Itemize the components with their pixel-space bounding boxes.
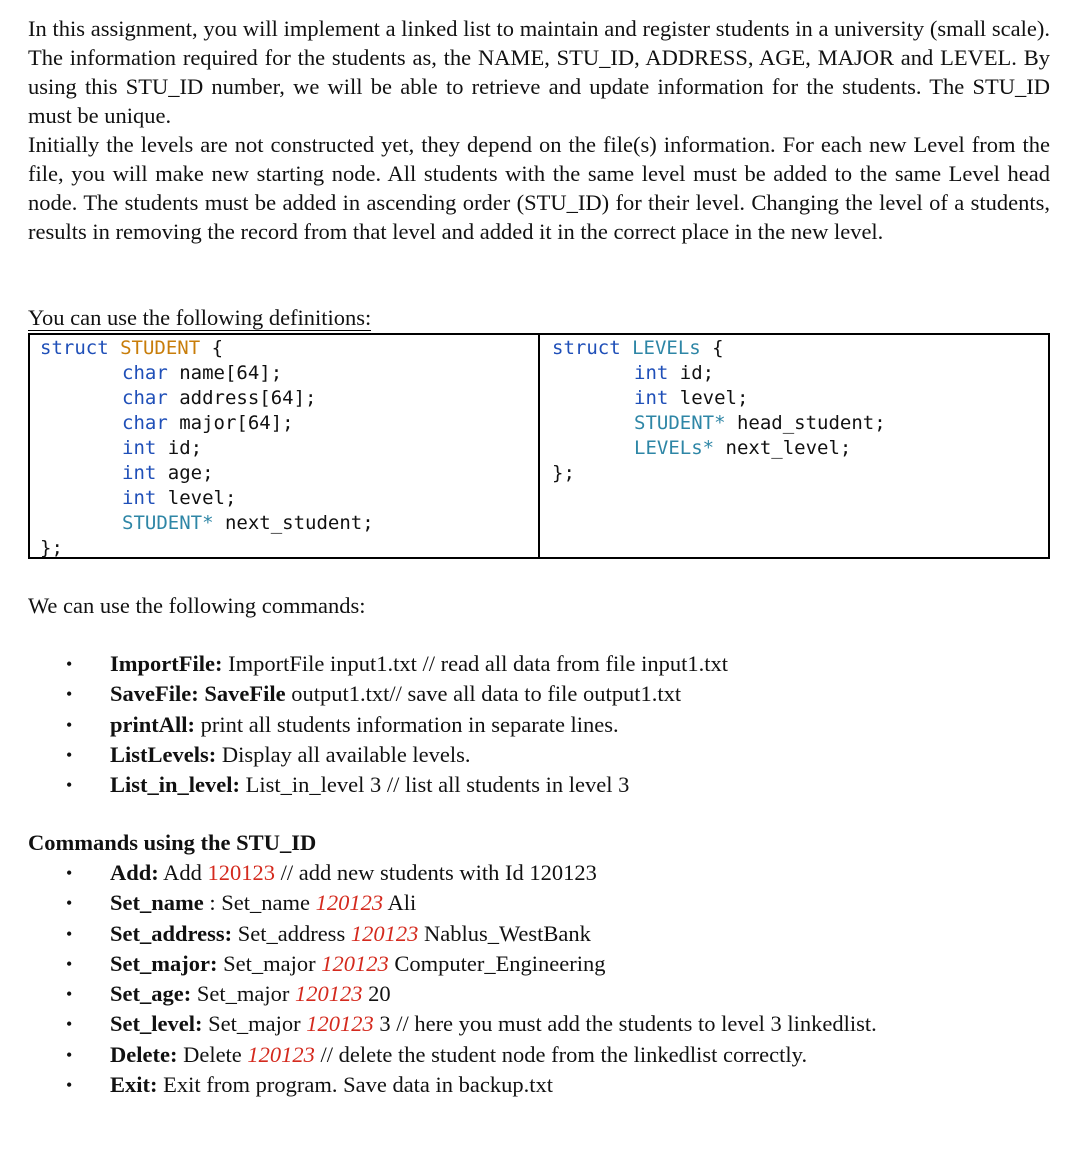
student-id: 120123 xyxy=(315,890,384,916)
command-text: : Set_name xyxy=(203,890,316,916)
bullet-icon: • xyxy=(66,984,73,1005)
command-label: Exit: xyxy=(110,1072,158,1098)
bullet-icon: • xyxy=(66,684,73,705)
intro-paragraph-1: In this assignment, you will implement a linked list to maintain and register students in a university (small scale). The information required for the students as, the NAME, STU_ID, ADDRESS, AGE, MAJOR and LEVEL. By using this STU_ID number, we will be able to retrieve and update information for the students. The STU_ID must be unique. xyxy=(28,16,1050,128)
bullet-icon: • xyxy=(66,775,73,796)
list-item xyxy=(28,679,1028,709)
student-struct-cell xyxy=(30,335,540,557)
bullet-icon: • xyxy=(66,1014,73,1035)
definitions-title-text: You can use the following definitions: xyxy=(28,305,372,330)
list-item xyxy=(28,888,1028,918)
command-text: Nablus_WestBank xyxy=(418,920,591,946)
student-struct-close: }; xyxy=(40,537,63,559)
keyword-struct: struct xyxy=(40,337,109,359)
student-field xyxy=(122,461,214,486)
levels-field xyxy=(634,386,748,411)
student-id: 120123 xyxy=(247,1041,315,1067)
command-text: Exit from program. Save data in backup.txt xyxy=(157,1072,554,1098)
list-item xyxy=(28,979,1028,1009)
field-type: int xyxy=(634,387,669,409)
command-label: SaveFile: xyxy=(110,681,199,707)
levels-field xyxy=(634,361,714,386)
command-text: Display all available levels. xyxy=(216,741,471,767)
command-label: Set_level: xyxy=(110,1011,203,1037)
levels-struct-close: }; xyxy=(552,462,575,484)
field-type: STUDENT* xyxy=(634,412,726,434)
levels-struct-cell xyxy=(540,335,1048,557)
command-text: // delete the student node from the linkedlist correctly. xyxy=(314,1041,808,1067)
list-item xyxy=(28,1009,1028,1039)
command-text: Add xyxy=(158,860,208,885)
list-item xyxy=(28,858,1028,888)
commands-title: We can use the following commands: xyxy=(28,593,366,618)
bullet-icon: • xyxy=(66,744,73,765)
field-type: LEVELs* xyxy=(634,437,715,459)
list-item xyxy=(28,740,1028,770)
list-item xyxy=(28,710,1028,740)
command-text: Ali xyxy=(383,890,417,916)
definitions-title xyxy=(28,303,371,332)
id-commands-title: Commands using the STU_ID xyxy=(28,830,317,855)
command-text: print all students information in separate lines. xyxy=(195,711,619,737)
levels-struct-header xyxy=(552,336,724,361)
bullet-icon: • xyxy=(66,654,73,674)
brace-open: { xyxy=(200,337,224,359)
command-label: Set_name xyxy=(110,890,204,916)
command-label: ListLevels: xyxy=(110,741,217,767)
field-decl: next_level; xyxy=(714,437,852,459)
command-label: ImportFile: xyxy=(110,651,223,676)
field-decl: id; xyxy=(668,362,715,384)
struct-name-student: STUDENT xyxy=(120,337,201,359)
command-label: List_in_level: xyxy=(110,772,240,798)
field-decl: id; xyxy=(156,437,203,459)
student-field xyxy=(122,486,236,511)
list-item xyxy=(28,919,1028,949)
field-type: char xyxy=(122,362,168,384)
bullet-icon: • xyxy=(66,893,73,914)
field-decl: major[64]; xyxy=(167,412,294,434)
struct-name-levels: LEVELs xyxy=(632,337,701,359)
command-label: Set_major: xyxy=(110,950,218,976)
student-field xyxy=(122,386,316,411)
command-text: Set_address xyxy=(232,920,351,946)
field-decl: next_student; xyxy=(213,512,374,534)
command-text: Set_major xyxy=(202,1011,307,1037)
bullet-icon: • xyxy=(66,863,73,883)
student-field xyxy=(122,411,294,436)
levels-field xyxy=(634,411,886,436)
field-decl: age; xyxy=(156,462,214,484)
command-label: Set_address: xyxy=(110,920,233,946)
student-field xyxy=(122,361,282,386)
command-text: Set_major xyxy=(191,981,295,1007)
list-item xyxy=(28,1070,1028,1100)
command-text: ImportFile input1.txt // read all data from file input1.txt xyxy=(222,651,728,676)
command-label: Add: xyxy=(110,860,159,885)
command-text: List_in_level 3 // list all students in level 3 xyxy=(240,772,630,798)
bullet-icon: • xyxy=(66,1044,73,1065)
command-text: Computer_Engineering xyxy=(388,950,606,976)
levels-field xyxy=(634,436,851,461)
bullet-icon: • xyxy=(66,1075,73,1096)
definitions-code-table xyxy=(28,333,1050,559)
field-type: int xyxy=(122,437,157,459)
student-id: 120123 xyxy=(350,920,419,946)
list-item xyxy=(28,949,1028,979)
field-type: STUDENT* xyxy=(122,512,214,534)
field-decl: head_student; xyxy=(725,412,886,434)
student-id: 120123 xyxy=(321,950,389,976)
command-label: Set_age: xyxy=(110,981,192,1007)
intro-paragraph-2: Initially the levels are not constructed yet, they depend on the file(s) information. For each new Level from the file, you will make new starting node. All students with the same level must be added to the same Level head node. The students must be added in ascending order (STU_ID) for their level. Changing the level of a students, results in removing the record from that level and added it in the correct place in the new level. xyxy=(28,132,1050,244)
command-text: 3 // here you must add the students to level 3 linkedlist. xyxy=(373,1011,877,1037)
field-type: char xyxy=(122,387,168,409)
list-item xyxy=(28,1040,1028,1070)
command-bold-text: SaveFile xyxy=(198,681,286,707)
student-field xyxy=(122,436,202,461)
student-struct-header xyxy=(40,336,223,361)
id-commands-list xyxy=(28,858,1028,1100)
bullet-icon: • xyxy=(66,714,73,735)
brace-open: { xyxy=(700,337,724,359)
student-id: 120123 xyxy=(306,1011,374,1037)
list-item xyxy=(28,649,1028,679)
field-decl: level; xyxy=(156,487,237,509)
intro-section xyxy=(28,14,1050,246)
command-label: Delete: xyxy=(110,1041,178,1067)
student-id: 120123 xyxy=(294,981,363,1007)
field-type: int xyxy=(122,462,157,484)
student-id: 120123 xyxy=(207,860,276,885)
command-text: Set_major xyxy=(217,950,322,976)
field-decl: address[64]; xyxy=(167,387,317,409)
command-text: Delete xyxy=(177,1041,248,1067)
command-text: output1.txt// save all data to file output1.txt xyxy=(285,681,682,707)
field-type: int xyxy=(634,362,669,384)
commands-list xyxy=(28,649,1028,800)
list-item xyxy=(28,770,1028,800)
field-type: int xyxy=(122,487,157,509)
command-text: // add new students with Id 120123 xyxy=(275,860,597,885)
bullet-icon: • xyxy=(66,953,73,974)
bullet-icon: • xyxy=(66,923,73,944)
field-decl: name[64]; xyxy=(167,362,283,384)
field-type: char xyxy=(122,412,168,434)
student-field xyxy=(122,511,374,536)
field-decl: level; xyxy=(668,387,749,409)
command-text: 20 xyxy=(362,981,391,1007)
keyword-struct: struct xyxy=(552,337,621,359)
command-label: printAll: xyxy=(110,711,196,737)
